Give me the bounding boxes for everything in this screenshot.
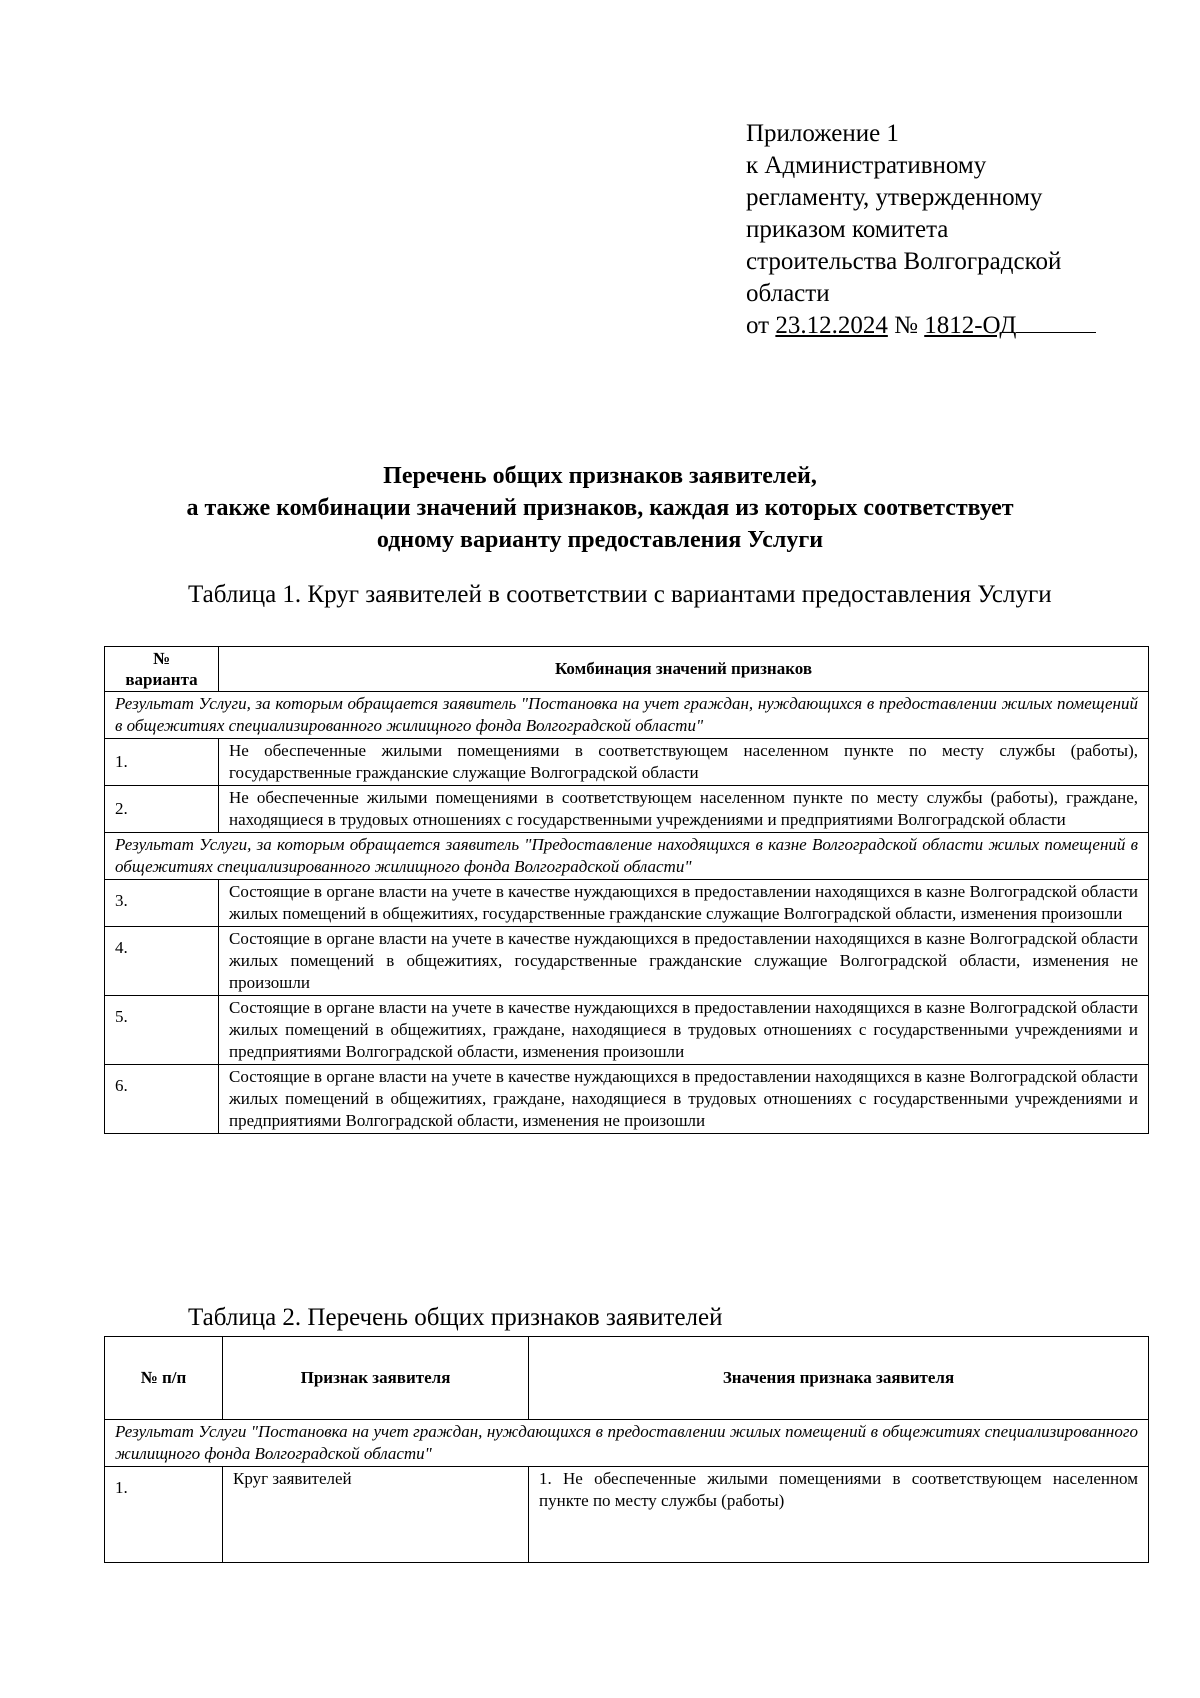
variant-text: Состоящие в органе власти на учете в качестве нуждающихся в предоставлении находящихся в казне Волгоградской области жилых помещений в общежитиях, государственные гражданские служащие Волгоградской области, изменения произошли	[219, 880, 1149, 927]
variant-text: Состоящие в органе власти на учете в качестве нуждающихся в предоставлении находящихся в казне Волгоградской области жилых помещений в общежитиях, граждане, находящиеся в трудовых отношениях с государственными учреждениями и предприятиями Волгоградской области, изменения произошли	[219, 996, 1149, 1065]
table2-header-row	[105, 1337, 1149, 1420]
table2-result-1: Результат Услуги "Постановка на учет граждан, нуждающихся в предоставлении жилых помещений в общежитиях специализированного жилищного фонда Волгоградской области"	[105, 1420, 1149, 1467]
feature-text: Круг заявителей	[223, 1467, 529, 1563]
variant-number: 5.	[105, 996, 219, 1065]
date-prefix: от	[746, 312, 776, 339]
table2-caption: Таблица 2. Перечень общих признаков заявителей	[188, 1304, 723, 1331]
variant-text: Состоящие в органе власти на учете в качестве нуждающихся в предоставлении находящихся в казне Волгоградской области жилых помещений в общежитиях, граждане, находящиеся в трудовых отношениях с государственными учреждениями и предприятиями Волгоградской области, изменения не произошли	[219, 1065, 1149, 1134]
table-row	[105, 1065, 1149, 1134]
variant-number: 6.	[105, 1065, 219, 1134]
table1	[104, 646, 1149, 1134]
table1-result-row	[105, 692, 1149, 739]
title-line: а также комбинации значений признаков, каждая из которых соответствует	[186, 495, 1014, 521]
table-row	[105, 1467, 1149, 1563]
table-row	[105, 786, 1149, 833]
variant-text: Не обеспеченные жилыми помещениями в соответствующем населенном пункте по месту службы (работы), граждане, находящиеся в трудовых отношениях с государственными учреждениями и предприятиями Волгоградской области	[219, 786, 1149, 833]
document-title	[100, 460, 1100, 556]
variant-number: 1.	[105, 739, 219, 786]
appendix-line: строительства Волгоградской	[746, 248, 1062, 275]
table-row	[105, 927, 1149, 996]
order-date: 23.12.2024	[775, 312, 888, 339]
table1-caption	[116, 580, 1148, 610]
table1-result-1: Результат Услуги, за которым обращается заявитель "Постановка на учет граждан, нуждающихся в предоставлении жилых помещений в общежитиях специализированного жилищного фонда Волгоградской области"	[105, 692, 1149, 739]
appendix-date-line	[746, 310, 1146, 342]
table2-header-num: № п/п	[105, 1337, 223, 1420]
table1-header-num: № варианта	[105, 647, 219, 692]
table-row	[105, 996, 1149, 1065]
appendix-line: области	[746, 280, 830, 307]
table-row	[105, 880, 1149, 927]
variant-text: Не обеспеченные жилыми помещениями в соответствующем населенном пункте по месту службы (работы), государственные гражданские служащие Волгоградской области	[219, 739, 1149, 786]
variant-number: 4.	[105, 927, 219, 996]
table2-result-row	[105, 1420, 1149, 1467]
row-number: 1.	[105, 1467, 223, 1563]
appendix-block	[746, 118, 1146, 342]
table2	[104, 1336, 1149, 1563]
appendix-line: приказом комитета	[746, 216, 949, 243]
table1-caption-text: Таблица 1. Круг заявителей в соответствии с вариантами предоставления Услуги	[188, 581, 1052, 608]
order-number: 1812-ОД	[924, 312, 1017, 339]
appendix-line: к Административному	[746, 152, 987, 179]
table-row	[105, 739, 1149, 786]
table2-header-values: Значения признака заявителя	[529, 1337, 1149, 1420]
variant-number: 2.	[105, 786, 219, 833]
values-text: 1. Не обеспеченные жилыми помещениями в соответствующем населенном пункте по месту службы (работы)	[529, 1467, 1149, 1563]
title-line: Перечень общих признаков заявителей,	[383, 463, 817, 489]
number-prefix: №	[887, 312, 925, 339]
table1-header-row	[105, 647, 1149, 692]
appendix-line: регламенту, утвержденному	[746, 184, 1043, 211]
table1-result-row	[105, 833, 1149, 880]
variant-number: 3.	[105, 880, 219, 927]
table1-result-2: Результат Услуги, за которым обращается заявитель "Предоставление находящихся в казне Волгоградской области жилых помещений в общежитиях специализированного жилищного фонда Волгоградской области"	[105, 833, 1149, 880]
blank-underline	[1016, 310, 1096, 333]
title-line: одному варианту предоставления Услуги	[376, 527, 824, 553]
table1-header-combination: Комбинация значений признаков	[219, 647, 1149, 692]
table2-header-feature: Признак заявителя	[223, 1337, 529, 1420]
variant-text: Состоящие в органе власти на учете в качестве нуждающихся в предоставлении находящихся в казне Волгоградской области жилых помещений в общежитиях, государственные гражданские служащие Волгоградской области, изменения не произошли	[219, 927, 1149, 996]
appendix-line: Приложение 1	[746, 120, 899, 147]
